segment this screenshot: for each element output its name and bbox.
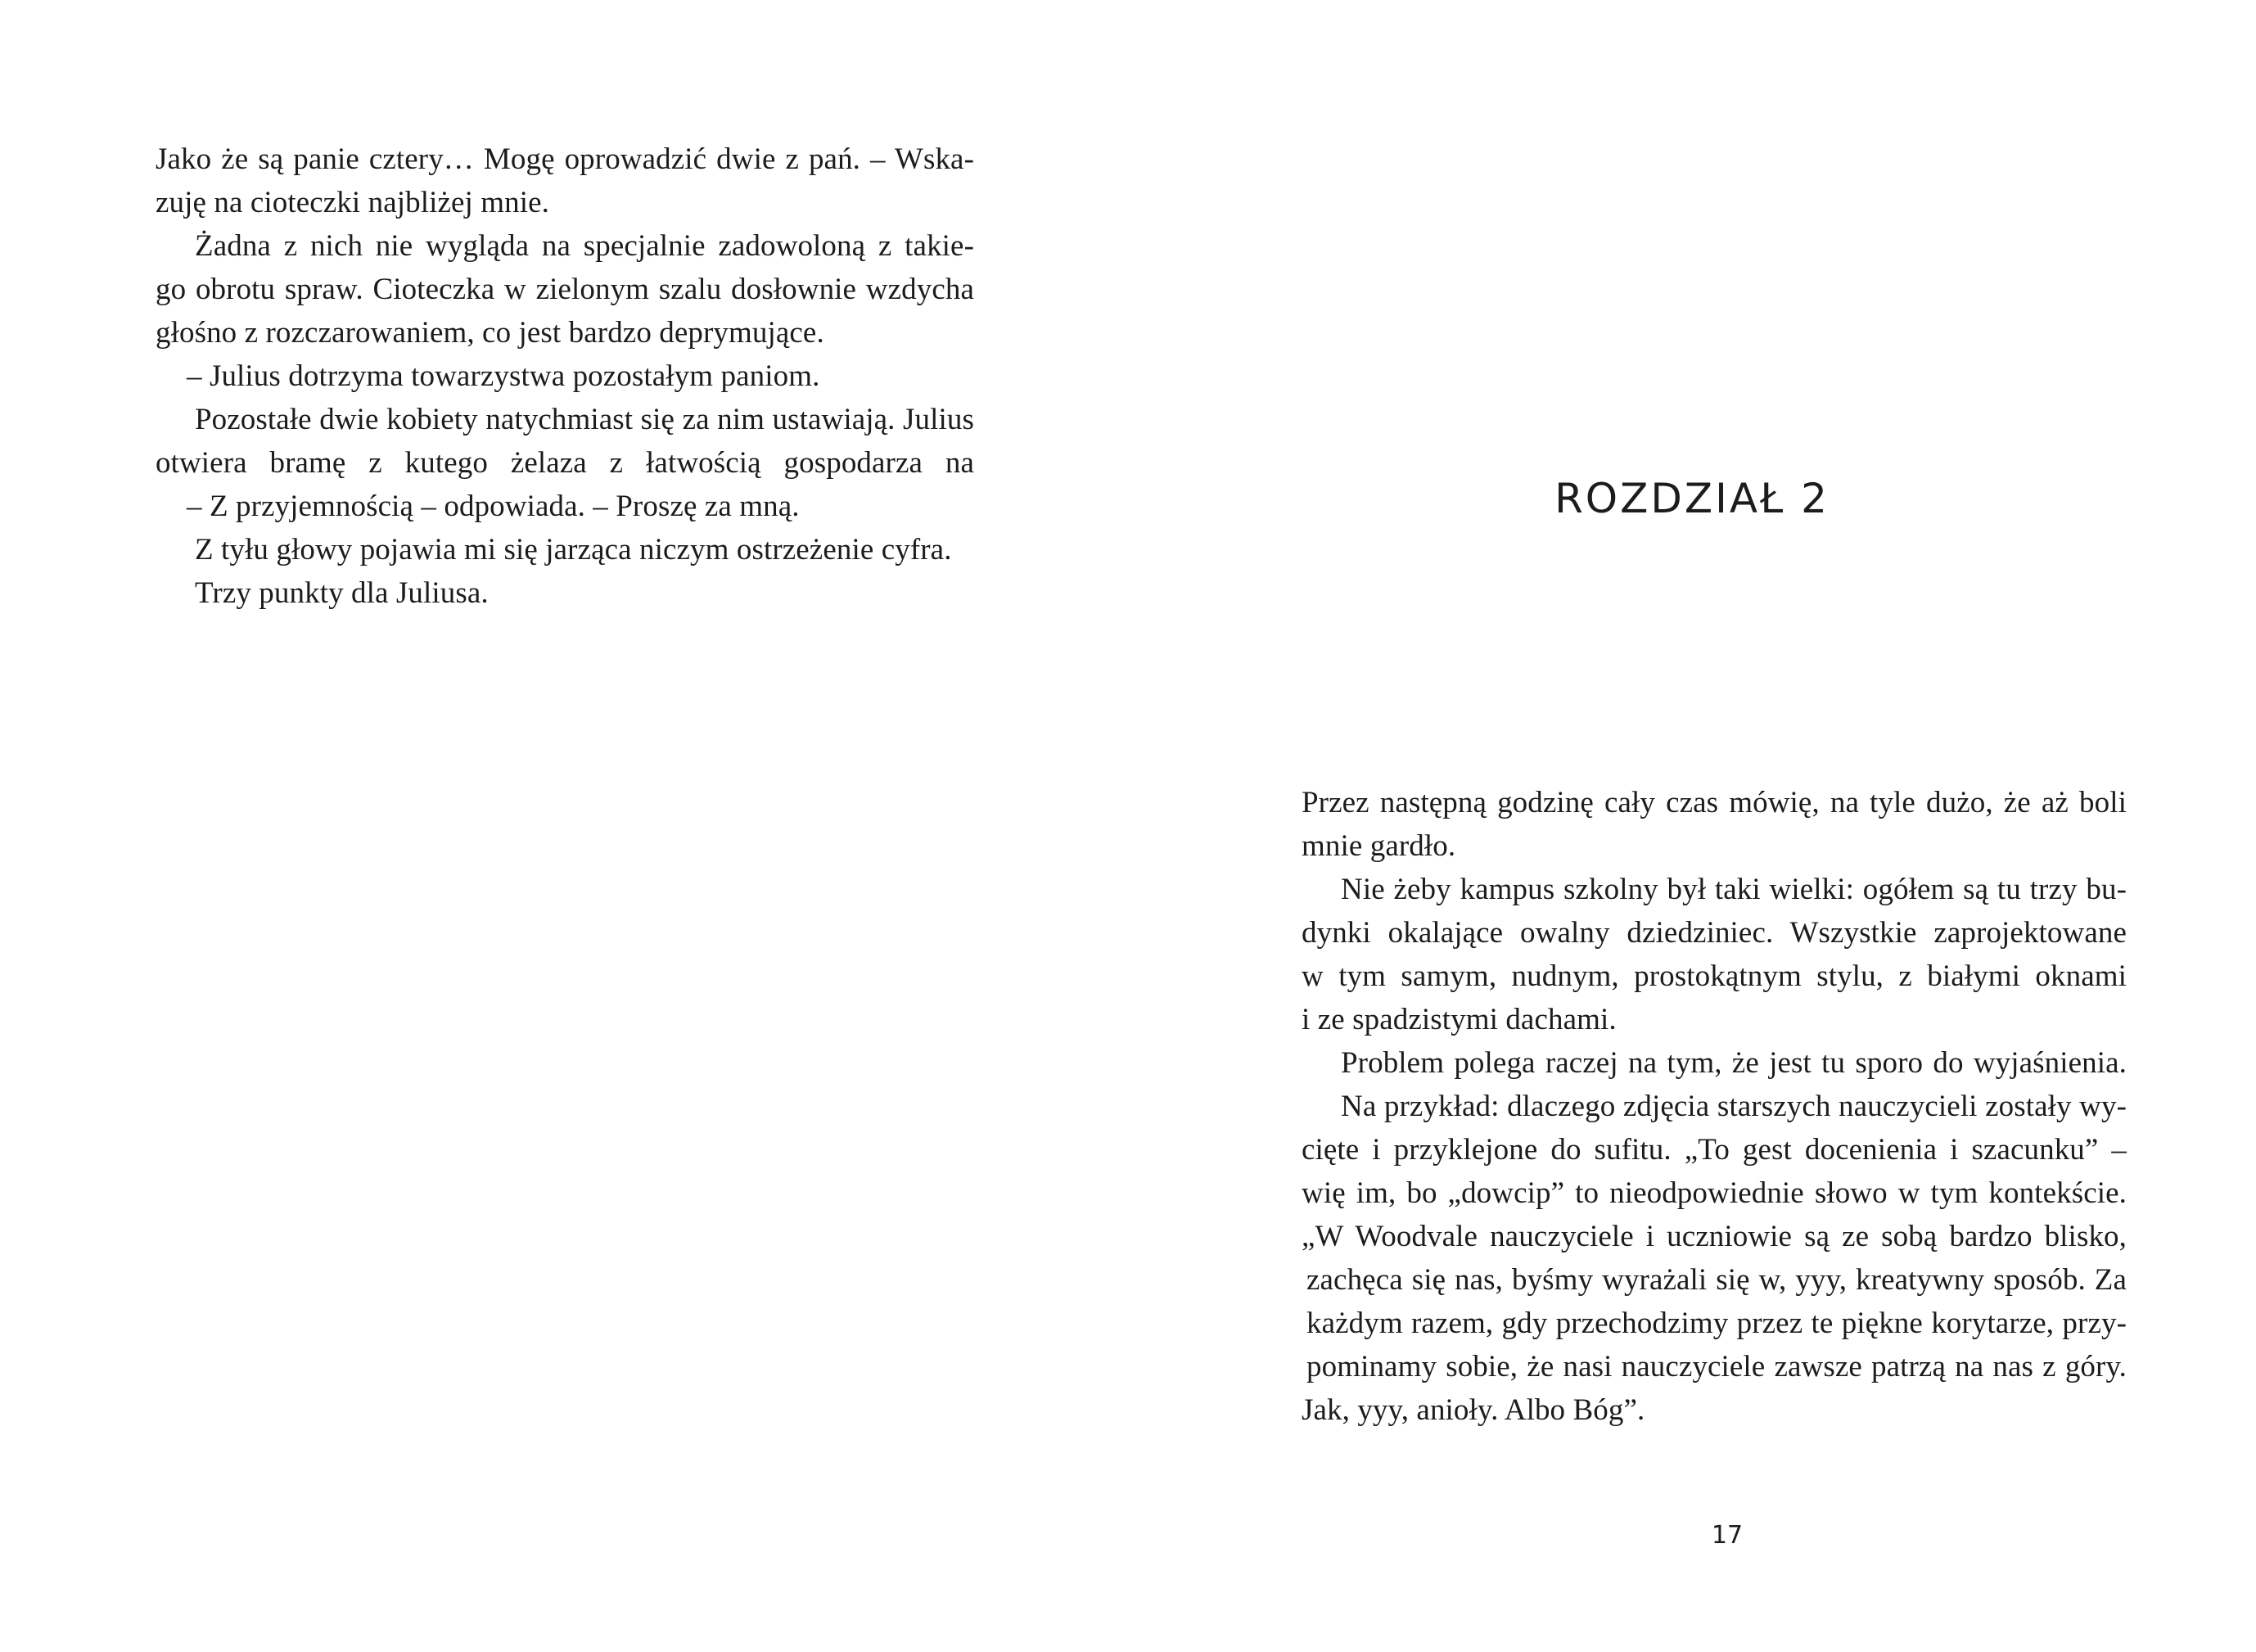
text-line: dynki okalające owalny dziedziniec. Wszystkie zaprojektowane [1302, 916, 2127, 950]
text-line: Z tyłu głowy pojawia mi się jarząca niczym ostrzeżenie cyfra. [195, 533, 952, 566]
text-line: otwiera bramę z kutego żelaza z łatwością gospodarza na [156, 446, 974, 480]
text-line: cięte i przyklejone do sufitu. „To gest docenienia i szacunku” – [1302, 1133, 2127, 1167]
text-line: zachęca się nas, byśmy wyrażali się w, yyy, kreatywny sposób. Za [1306, 1263, 2127, 1297]
text-line: pominamy sobie, że nasi nauczyciele zawsze patrzą na nas z góry. [1306, 1350, 2127, 1383]
text-line: i ze spadzistymi dachami. [1302, 1003, 1617, 1036]
text-line: zuję na cioteczki najbliżej mnie. [156, 186, 549, 219]
text-line: mnie gardło. [1302, 829, 1456, 863]
text-line: „W Woodvale nauczyciele i uczniowie są ze sobą bardzo blisko, [1302, 1220, 2127, 1253]
text-line: Żadna z nich nie wygląda na specjalnie zadowoloną z takie- [195, 229, 974, 263]
page-number: 17 [1711, 1521, 1744, 1550]
chapter-title: ROZDZIAŁ 2 [1554, 475, 1830, 522]
text-line: Problem polega raczej na tym, że jest tu sporo do wyjaśnienia. [1341, 1046, 2127, 1080]
text-line: w tym samym, nudnym, prostokątnym stylu, z białymi oknami [1302, 959, 2127, 993]
text-line: wię im, bo „dowcip” to nieodpowiednie słowo w tym kontekście. [1302, 1176, 2127, 1210]
text-line: Jako że są panie cztery… Mogę oprowadzić dwie z pań. – Wska- [156, 142, 974, 176]
right-page-text [1302, 781, 2127, 1432]
text-line: głośno z rozczarowaniem, co jest bardzo deprymujące. [156, 316, 824, 350]
text-line: Trzy punkty dla Juliusa. [195, 576, 489, 610]
text-line: każdym razem, gdy przechodzimy przez te piękne korytarze, przy- [1306, 1307, 2127, 1340]
text-line: Jak, yyy, anioły. Albo Bóg”. [1302, 1393, 1645, 1427]
text-line: Na przykład: dlaczego zdjęcia starszych nauczycieli zostały wy- [1341, 1090, 2127, 1123]
text-line: – Z przyjemnością – odpowiada. – Proszę za mną. [187, 490, 800, 523]
text-line: go obrotu spraw. Cioteczka w zielonym szalu dosłownie wzdycha [156, 273, 974, 306]
text-line: Przez następną godzinę cały czas mówię, na tyle dużo, że aż boli [1302, 786, 2127, 819]
left-page-text [156, 138, 974, 615]
text-line: Pozostałe dwie kobiety natychmiast się za nim ustawiają. Julius [195, 403, 974, 436]
text-line: – Julius dotrzyma towarzystwa pozostałym paniom. [187, 359, 820, 393]
text-line: Nie żeby kampus szkolny był taki wielki: ogółem są tu trzy bu- [1341, 873, 2127, 906]
